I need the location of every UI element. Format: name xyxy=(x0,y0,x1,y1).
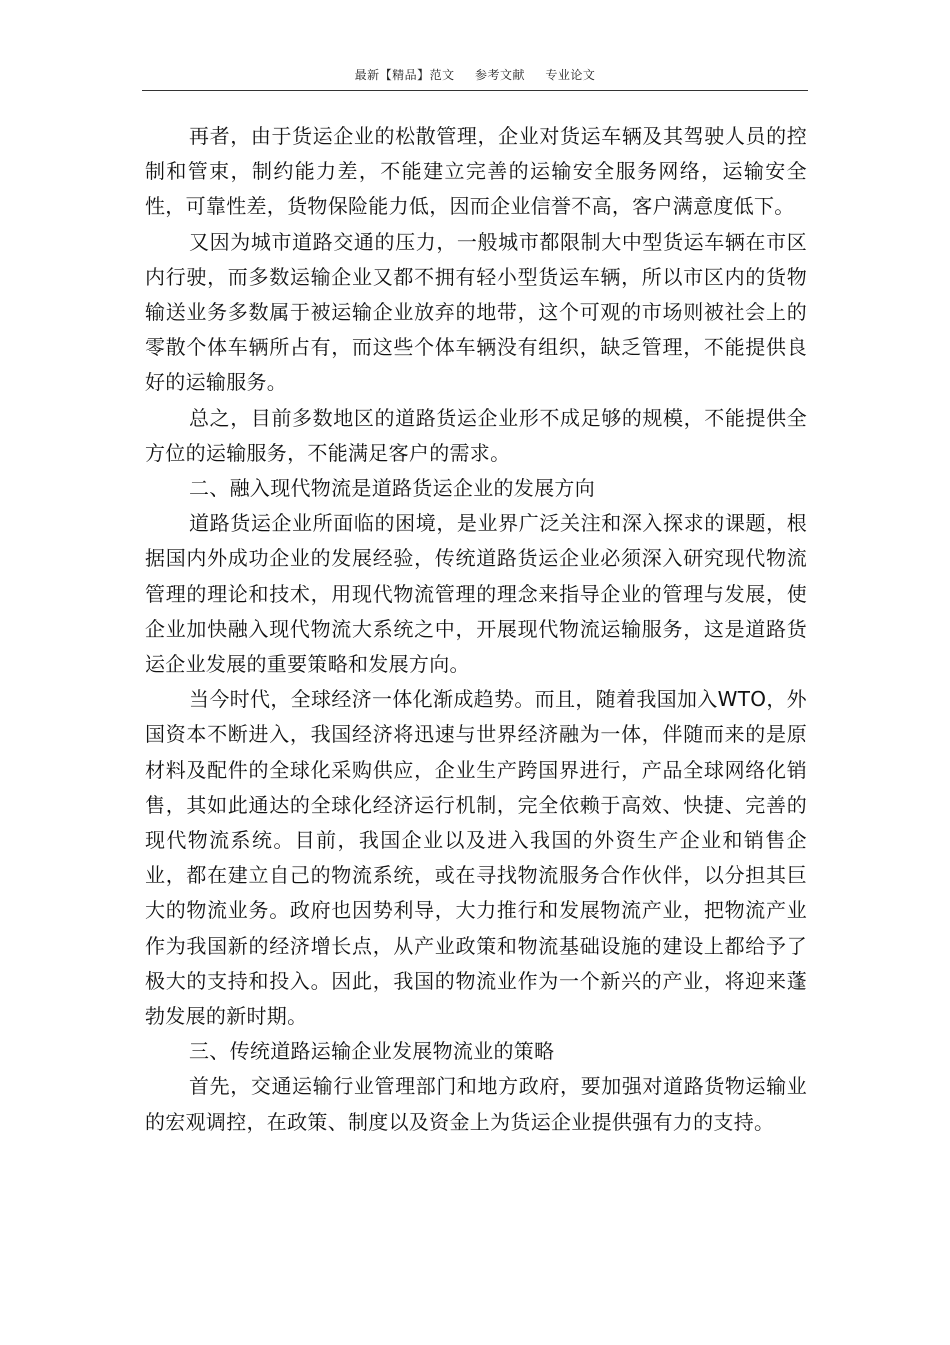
section-heading-3: 三、传统道路运输企业发展物流业的策略 xyxy=(189,1039,555,1064)
header-item-fanwen: 最新【精品】范文 xyxy=(354,68,455,82)
paragraph-globalization: 当今时代，全球经济一体化渐成趋势。而且，随着我国加入WTO，外国资本不断进入，我国经济将迅速与世界经济融为一体，伴随而来的是原材料及配件的全球化采购供应，企业生产跨国界进行，产品全球网络化销售，其如此通达的全球化经济运行机制，完全依赖于高效、快捷、完善的现代物流系统。目前，我国企业以及进入我国的外资生产企业和销售企业，都在建立自己的物流系统，或在寻找物流服务合作伙伴，以分担其巨大的物流业务。政府也因势利导，大力推行和发展物流产业，把物流产业作为我国新的经济增长点，从产业政策和物流基础设施的建设上都给予了极大的支持和投入。因此，我国的物流业作为一个新兴的产业，将迎来蓬勃发展的新时期。 xyxy=(145,687,807,1029)
header-item-papers: 专业论文 xyxy=(545,68,596,82)
paragraph-summary: 总之，目前多数地区的道路货运企业形不成足够的规模，不能提供全方位的运输服务，不能满足客户的需求。 xyxy=(145,405,807,465)
paragraph-urban-traffic: 又因为城市道路交通的压力，一般城市都限制大中型货运车辆在市区内行驶，而多数运输企业又都不拥有轻小型货运车辆，所以市区内的货物输送业务多数属于被运输企业放弃的地带，这个可观的市场则被社会上的零散个体车辆所占有，而这些个体车辆没有组织，缺乏管理，不能提供良好的运输服务。 xyxy=(145,229,807,395)
paragraph-management: 再者，由于货运企业的松散管理，企业对货运车辆及其驾驶人员的控制和管束，制约能力差，不能建立完善的运输安全服务网络，运输安全性，可靠性差，货物保险能力低，因而企业信誉不高，客户满意度低下。 xyxy=(145,124,807,219)
page-header xyxy=(142,66,808,83)
header-item-references: 参考文献 xyxy=(474,68,525,82)
paragraph-first-strategy: 首先，交通运输行业管理部门和地方政府，要加强对道路货物运输业的宏观调控，在政策、制度以及资金上为货运企业提供强有力的支持。 xyxy=(145,1074,807,1134)
document-body xyxy=(145,119,807,1140)
section-heading-2: 二、融入现代物流是道路货运企业的发展方向 xyxy=(189,476,595,501)
header-divider xyxy=(142,90,808,91)
paragraph-difficulties: 道路货运企业所面临的困境，是业界广泛关注和深入探求的课题，根据国内外成功企业的发展经验，传统道路货运企业必须深入研究现代物流管理的理论和技术，用现代物流管理的理念来指导企业的管理与发展，使企业加快融入现代物流大系统之中，开展现代物流运输服务，这是道路货运企业发展的重要策略和发展方向。 xyxy=(145,511,807,677)
